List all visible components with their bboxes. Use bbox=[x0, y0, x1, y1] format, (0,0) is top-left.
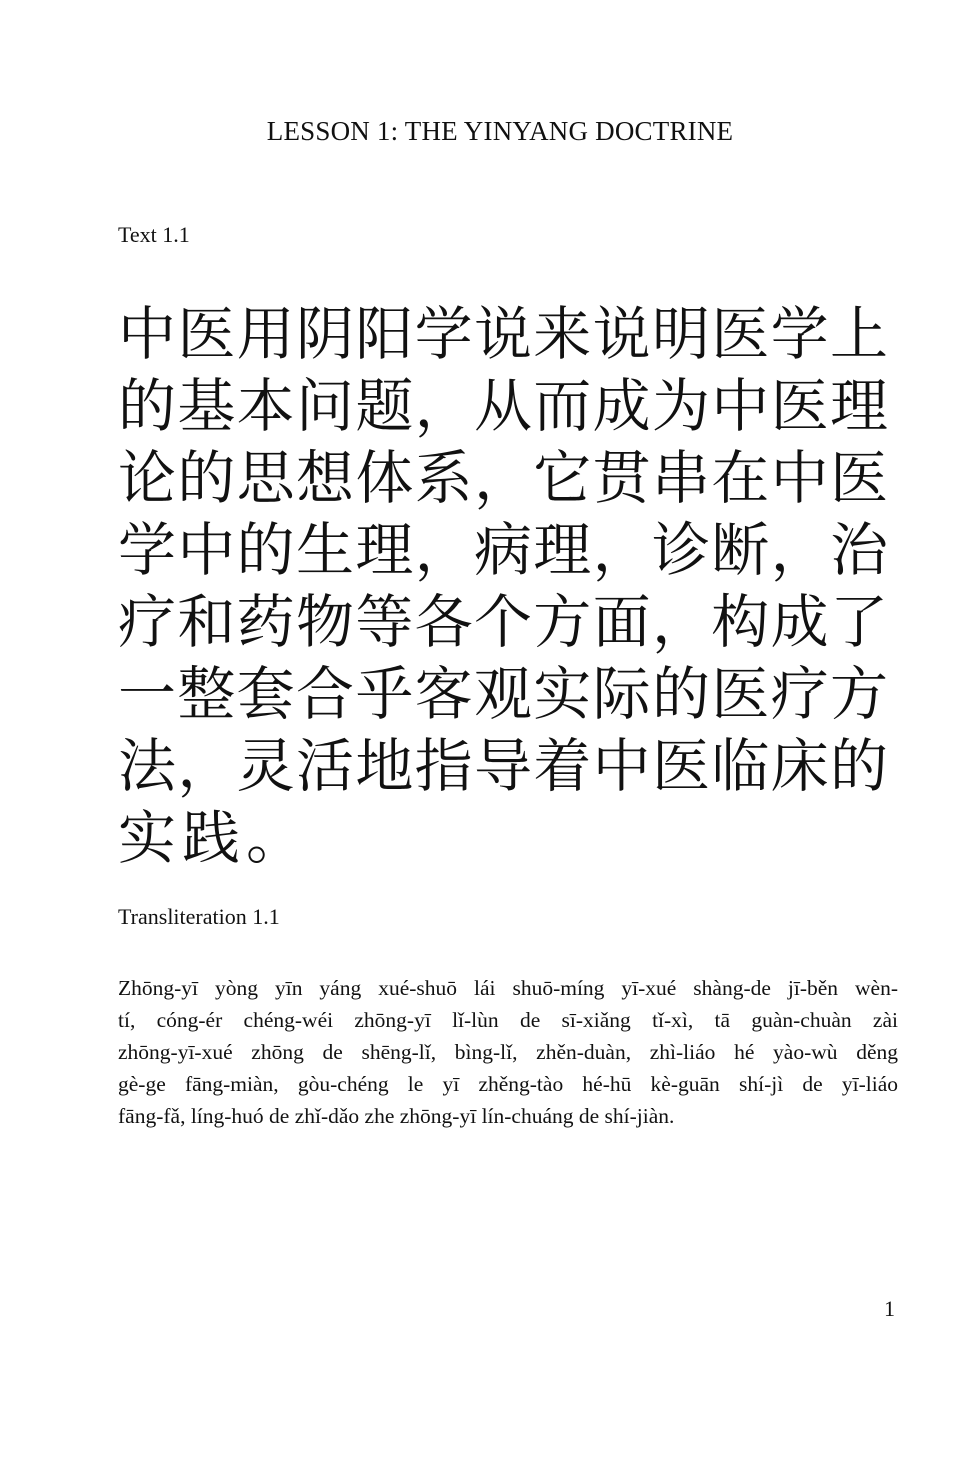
chinese-char: 贯 bbox=[592, 444, 651, 512]
chinese-char: 了 bbox=[829, 588, 888, 656]
chinese-char: 学 bbox=[118, 516, 177, 584]
chinese-char: 思 bbox=[236, 444, 295, 512]
chinese-char: 生 bbox=[295, 516, 354, 584]
text-section-label: Text 1.1 bbox=[118, 222, 190, 247]
chinese-char: 想 bbox=[295, 444, 354, 512]
chinese-char: 说 bbox=[473, 300, 532, 368]
chinese-char: 中 bbox=[711, 372, 770, 440]
chinese-char: 构 bbox=[711, 588, 770, 656]
chinese-char: 指 bbox=[414, 732, 473, 800]
chinese-char: 各 bbox=[414, 588, 473, 656]
chinese-line bbox=[118, 298, 888, 370]
chinese-char: 床 bbox=[770, 732, 829, 800]
pinyin-line: gè-ge fāng-miàn, gòu-chéng le yī zhěng-tào hé-hū kè-guān shí-jì de yī-liáo bbox=[118, 1072, 898, 1096]
chinese-char: 的 bbox=[118, 372, 177, 440]
chinese-line bbox=[118, 514, 888, 586]
chinese-char: 一 bbox=[118, 660, 177, 728]
transliteration-section-label: Transliteration 1.1 bbox=[118, 904, 280, 929]
chinese-char: 本 bbox=[236, 372, 295, 440]
chinese-char: 中 bbox=[592, 732, 651, 800]
chinese-char: 际 bbox=[592, 660, 651, 728]
chinese-char: 整 bbox=[177, 660, 236, 728]
chinese-char: ， bbox=[414, 516, 473, 584]
chinese-char: 践 bbox=[182, 804, 241, 872]
chinese-char: 观 bbox=[473, 660, 532, 728]
pinyin-line: Zhōng-yī yòng yīn yáng xué-shuō lái shuō-míng yī-xué shàng-de jī-běn wèn- bbox=[118, 976, 898, 1000]
pinyin-line: fāng-fǎ, líng-huó de zhǐ-dǎo zhe zhōng-yī lín-chuáng de shí-jiàn. bbox=[118, 1104, 675, 1128]
chinese-char: 灵 bbox=[236, 732, 295, 800]
chinese-char: 而 bbox=[533, 372, 592, 440]
chinese-char: 问 bbox=[295, 372, 354, 440]
chinese-line bbox=[118, 658, 888, 730]
chinese-char: 的 bbox=[829, 732, 888, 800]
chinese-text-block bbox=[118, 298, 888, 874]
chinese-char: 病 bbox=[473, 516, 532, 584]
chinese-char: 和 bbox=[177, 588, 236, 656]
chinese-char: 方 bbox=[533, 588, 592, 656]
chinese-char: 来 bbox=[533, 300, 592, 368]
chinese-char: 物 bbox=[295, 588, 354, 656]
chinese-char: ， bbox=[770, 516, 829, 584]
chinese-char: 从 bbox=[473, 372, 532, 440]
pinyin-text-block bbox=[118, 972, 898, 1132]
chinese-char: 面 bbox=[592, 588, 651, 656]
chinese-char: 导 bbox=[473, 732, 532, 800]
chinese-char: 阴 bbox=[295, 300, 354, 368]
chinese-char: 体 bbox=[355, 444, 414, 512]
chinese-char: 医 bbox=[770, 372, 829, 440]
chinese-line bbox=[118, 442, 888, 514]
chinese-char: 学 bbox=[770, 300, 829, 368]
chinese-char: 中 bbox=[177, 516, 236, 584]
chinese-char: 明 bbox=[651, 300, 710, 368]
chinese-char: 成 bbox=[770, 588, 829, 656]
chinese-char: 用 bbox=[236, 300, 295, 368]
chinese-line bbox=[118, 586, 888, 658]
chinese-char: 的 bbox=[177, 444, 236, 512]
lesson-title: LESSON 1: THE YINYANG DOCTRINE bbox=[266, 116, 734, 146]
chinese-char: 题 bbox=[355, 372, 414, 440]
chinese-char: ， bbox=[473, 444, 532, 512]
chinese-char: 疗 bbox=[118, 588, 177, 656]
chinese-char: 阳 bbox=[355, 300, 414, 368]
chinese-char: 合 bbox=[295, 660, 354, 728]
chinese-char: 乎 bbox=[355, 660, 414, 728]
chinese-char: ， bbox=[592, 516, 651, 584]
chinese-char: 实 bbox=[118, 804, 177, 872]
chinese-char: 在 bbox=[711, 444, 770, 512]
chinese-line bbox=[118, 370, 888, 442]
chinese-char: 客 bbox=[414, 660, 473, 728]
chinese-char: 成 bbox=[592, 372, 651, 440]
chinese-char: 临 bbox=[711, 732, 770, 800]
chinese-char: ， bbox=[177, 732, 236, 800]
chinese-char: 的 bbox=[651, 660, 710, 728]
chinese-char: 医 bbox=[177, 300, 236, 368]
chinese-char: 医 bbox=[651, 732, 710, 800]
chinese-line bbox=[118, 730, 888, 802]
chinese-char: 等 bbox=[355, 588, 414, 656]
chinese-char: 上 bbox=[829, 300, 888, 368]
chinese-char: 它 bbox=[533, 444, 592, 512]
chinese-char: 方 bbox=[829, 660, 888, 728]
chinese-char: 法 bbox=[118, 732, 177, 800]
chinese-char: 中 bbox=[118, 300, 177, 368]
chinese-char: 理 bbox=[355, 516, 414, 584]
chinese-char: ， bbox=[651, 588, 710, 656]
chinese-char: 药 bbox=[236, 588, 295, 656]
chinese-line bbox=[118, 802, 888, 874]
chinese-char: 着 bbox=[533, 732, 592, 800]
chinese-char: 理 bbox=[829, 372, 888, 440]
chinese-char: 为 bbox=[651, 372, 710, 440]
chinese-char: 基 bbox=[177, 372, 236, 440]
chinese-char: 医 bbox=[711, 300, 770, 368]
pinyin-line: tí, cóng-ér chéng-wéi zhōng-yī lǐ-lùn de sī-xiǎng tǐ-xì, tā guàn-chuàn zài bbox=[118, 1008, 898, 1032]
chinese-char: 疗 bbox=[770, 660, 829, 728]
page-number: 1 bbox=[884, 1296, 895, 1321]
chinese-char: 学 bbox=[414, 300, 473, 368]
chinese-char: 中 bbox=[770, 444, 829, 512]
chinese-char: 地 bbox=[355, 732, 414, 800]
chinese-char: 串 bbox=[651, 444, 710, 512]
chinese-char: 。 bbox=[246, 804, 305, 872]
chinese-char: 断 bbox=[711, 516, 770, 584]
chinese-char: 医 bbox=[829, 444, 888, 512]
chinese-char: 诊 bbox=[651, 516, 710, 584]
chinese-char: 论 bbox=[118, 444, 177, 512]
chinese-char: 套 bbox=[236, 660, 295, 728]
chinese-char: 治 bbox=[829, 516, 888, 584]
pinyin-line: zhōng-yī-xué zhōng de shēng-lǐ, bìng-lǐ, zhěn-duàn, zhì-liáo hé yào-wù děng bbox=[118, 1040, 898, 1064]
chinese-char: 理 bbox=[533, 516, 592, 584]
chinese-char: 个 bbox=[473, 588, 532, 656]
chinese-char: 的 bbox=[236, 516, 295, 584]
chinese-char: ， bbox=[414, 372, 473, 440]
chinese-char: 系 bbox=[414, 444, 473, 512]
chinese-char: 说 bbox=[592, 300, 651, 368]
chinese-char: 活 bbox=[295, 732, 354, 800]
chinese-char: 医 bbox=[711, 660, 770, 728]
chinese-char: 实 bbox=[533, 660, 592, 728]
